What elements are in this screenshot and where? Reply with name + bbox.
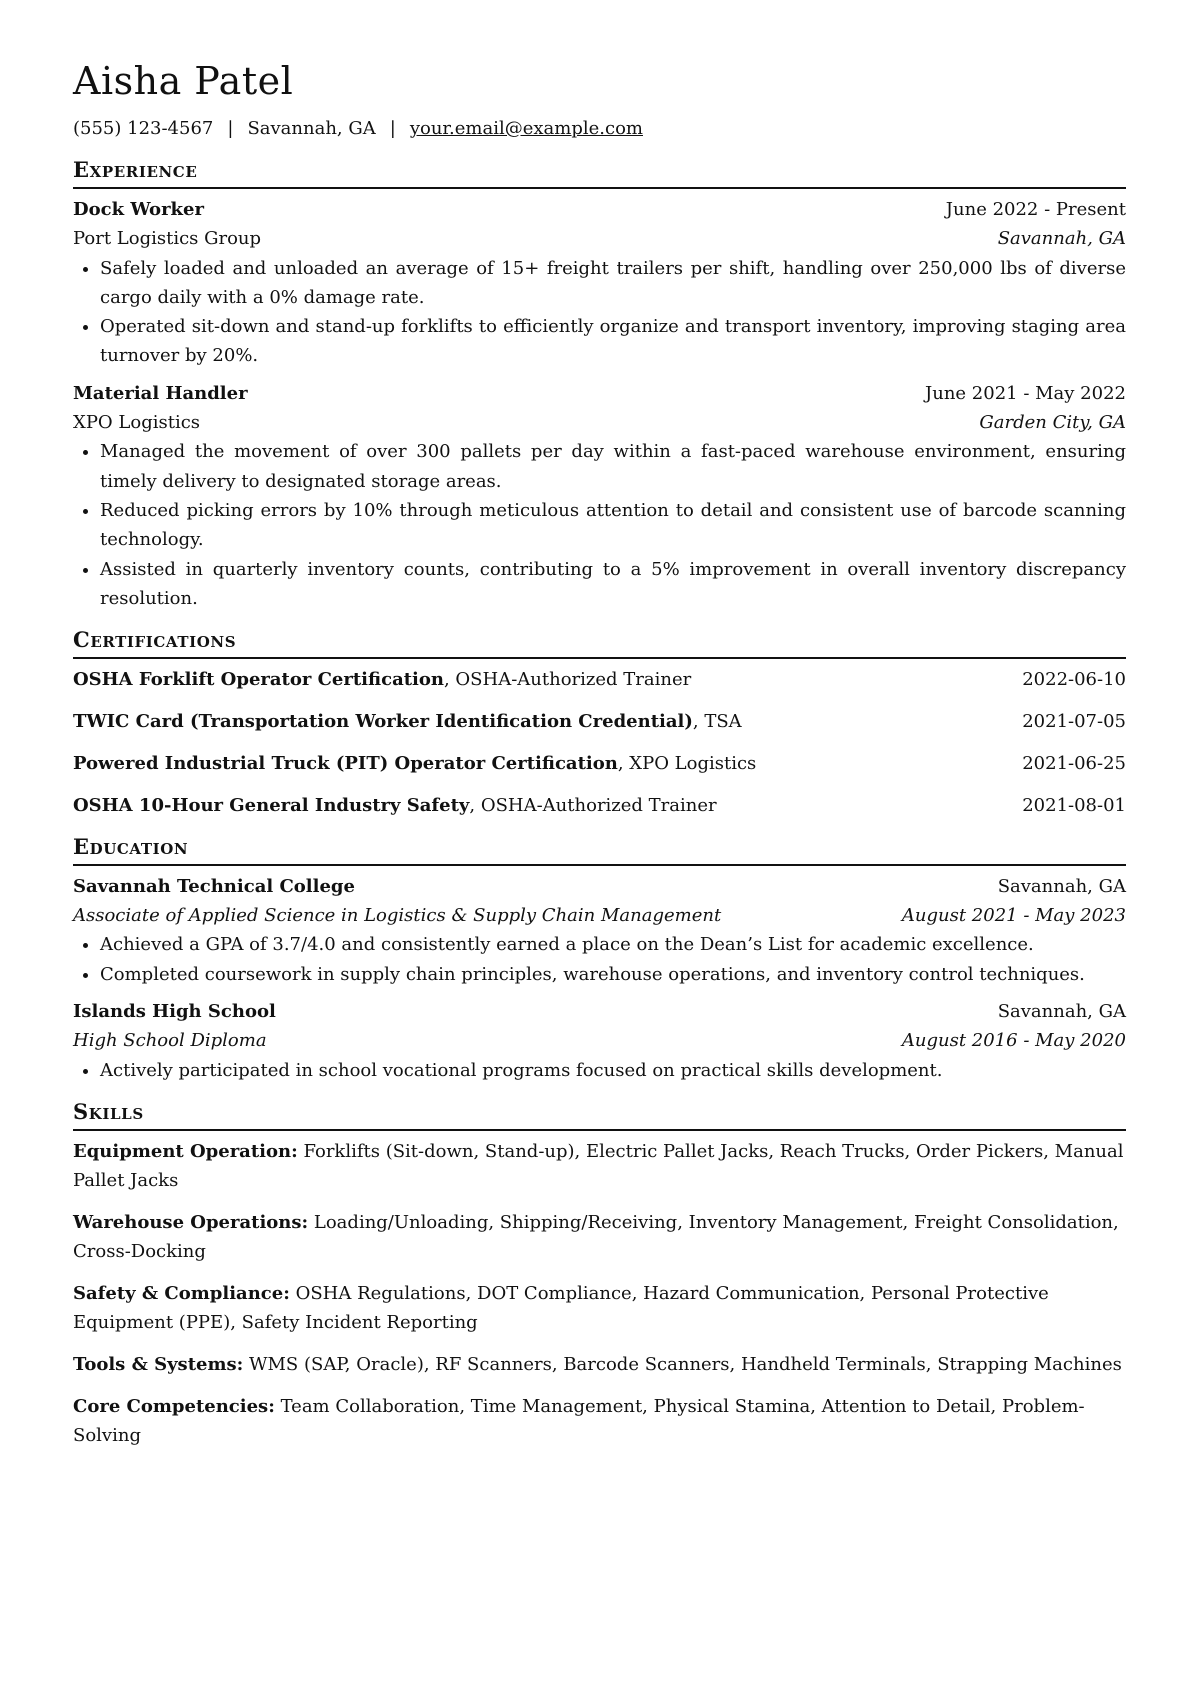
bullet: • Completed coursework in supply chain principles, warehouse operations, and inventory control techniques.: [100, 960, 1126, 989]
skill-item: [73, 1208, 1126, 1267]
job-company: Port Logistics Group: [73, 228, 262, 250]
cert-issuer: , TSA: [692, 710, 742, 732]
school-entry: [73, 997, 1126, 1085]
skill-label: Tools & Systems:: [73, 1354, 244, 1376]
cert-date: 2021-07-05: [1022, 710, 1126, 732]
bullet: • Reduced picking errors by 10% through meticulous attention to detail and consistent use of barcode scanning technology.: [100, 496, 1126, 555]
job-location: Garden City, GA: [979, 412, 1126, 434]
school-location: Savannah, GA: [997, 1001, 1126, 1023]
cert-row: [73, 665, 1126, 694]
skill-value: Loading/Unloading, Shipping/Receiving, Inventory Management, Freight Consolidation, Cross-Docking: [73, 1212, 1119, 1263]
job-entry: [73, 379, 1126, 613]
degree: Associate of Applied Science in Logistics & Supply Chain Management: [73, 905, 722, 927]
cert-issuer: , XPO Logistics: [617, 752, 757, 774]
cert-name: OSHA Forklift Operator Certification: [73, 669, 444, 691]
school-dates: August 2021 - May 2023: [901, 905, 1126, 927]
cert-date: 2021-08-01: [1022, 794, 1126, 816]
cert-issuer: , OSHA-Authorized Trainer: [443, 669, 692, 691]
bullet: • Safely loaded and unloaded an average of 15+ freight trailers per shift, handling over 250,000 lbs of diverse cargo daily with a 0% damage rate.: [100, 254, 1126, 313]
candidate-name: Aisha Patel: [73, 59, 294, 103]
section-heading: Education: [73, 832, 1126, 866]
skill-label: Warehouse Operations:: [73, 1212, 309, 1234]
separator: |: [227, 118, 234, 139]
cert-name: OSHA 10-Hour General Industry Safety: [73, 794, 470, 816]
job-entry: [73, 195, 1126, 371]
cert-row: [73, 749, 1126, 778]
skill-value: OSHA Regulations, DOT Compliance, Hazard Communication, Personal Protective Equipment (PPE), Safety Incident Reporting: [73, 1283, 1049, 1334]
job-company: XPO Logistics: [73, 412, 201, 434]
school-dates: August 2016 - May 2020: [901, 1030, 1126, 1052]
job-dates: June 2022 - Present: [945, 199, 1126, 220]
job-dates: June 2021 - May 2022: [925, 382, 1126, 404]
email-link[interactable]: your.email@example.com: [409, 118, 643, 139]
skill-value: WMS (SAP, Oracle), RF Scanners, Barcode Scanners, Handheld Terminals, Strapping Machines: [243, 1354, 1122, 1376]
bullet: • Managed the movement of over 300 pallets per day within a fast-paced warehouse environment, ensuring timely delivery to designated storage areas.: [100, 437, 1126, 496]
job-role: Dock Worker: [73, 199, 204, 220]
phone: (555) 123-4567: [73, 118, 214, 139]
school-location: Savannah, GA: [997, 875, 1126, 897]
section-heading: Certifications: [73, 625, 1126, 659]
bullet: • Assisted in quarterly inventory counts, contributing to a 5% improvement in overall inventory discrepancy resolution.: [100, 555, 1126, 614]
experience-section: [73, 155, 1126, 613]
job-role: Material Handler: [73, 382, 248, 404]
cert-name: TWIC Card (Transportation Worker Identification Credential): [73, 710, 693, 732]
cert-row: [73, 707, 1126, 736]
separator: |: [389, 118, 396, 139]
skill-label: Equipment Operation:: [73, 1140, 298, 1162]
school-entry: [73, 872, 1126, 989]
bullet: • Achieved a GPA of 3.7/4.0 and consistently earned a place on the Dean’s List for academic excellence.: [100, 930, 1126, 959]
skills-section: [73, 1097, 1126, 1451]
school-name: Savannah Technical College: [73, 875, 355, 897]
education-section: [73, 832, 1126, 1085]
section-heading: Skills: [73, 1097, 1126, 1131]
cert-issuer: , OSHA-Authorized Trainer: [469, 794, 717, 816]
skill-label: Safety & Compliance:: [73, 1283, 290, 1305]
school-name: Islands High School: [73, 1001, 276, 1023]
skill-label: Core Competencies:: [73, 1396, 275, 1417]
location: Savannah, GA: [247, 118, 376, 139]
skill-value: Team Collaboration, Time Management, Physical Stamina, Attention to Detail, Problem-Solving: [73, 1396, 1085, 1447]
cert-date: 2022-06-10: [1022, 669, 1126, 691]
resume-page: [73, 58, 1126, 1463]
bullet: • Operated sit-down and stand-up forklifts to efficiently organize and transport inventory, improving staging area turnover by 20%.: [100, 312, 1126, 371]
degree: High School Diploma: [73, 1030, 267, 1052]
skill-item: [73, 1350, 1126, 1379]
certifications-section: [73, 625, 1126, 820]
cert-date: 2021-06-25: [1022, 752, 1126, 774]
cert-name: Powered Industrial Truck (PIT) Operator Certification: [73, 752, 618, 774]
skill-value: Forklifts (Sit-down, Stand-up), Electric Pallet Jacks, Reach Trucks, Order Pickers, Manual Pallet Jacks: [73, 1140, 1124, 1192]
contact-line: [73, 114, 1126, 143]
job-location: Savannah, GA: [997, 228, 1126, 250]
section-heading: Experience: [73, 155, 1126, 189]
skill-item: [73, 1392, 1126, 1451]
skill-item: [73, 1279, 1126, 1338]
cert-row: [73, 791, 1126, 820]
skill-item: [73, 1137, 1126, 1196]
bullet: • Actively participated in school vocational programs focused on practical skills development.: [100, 1056, 1126, 1085]
